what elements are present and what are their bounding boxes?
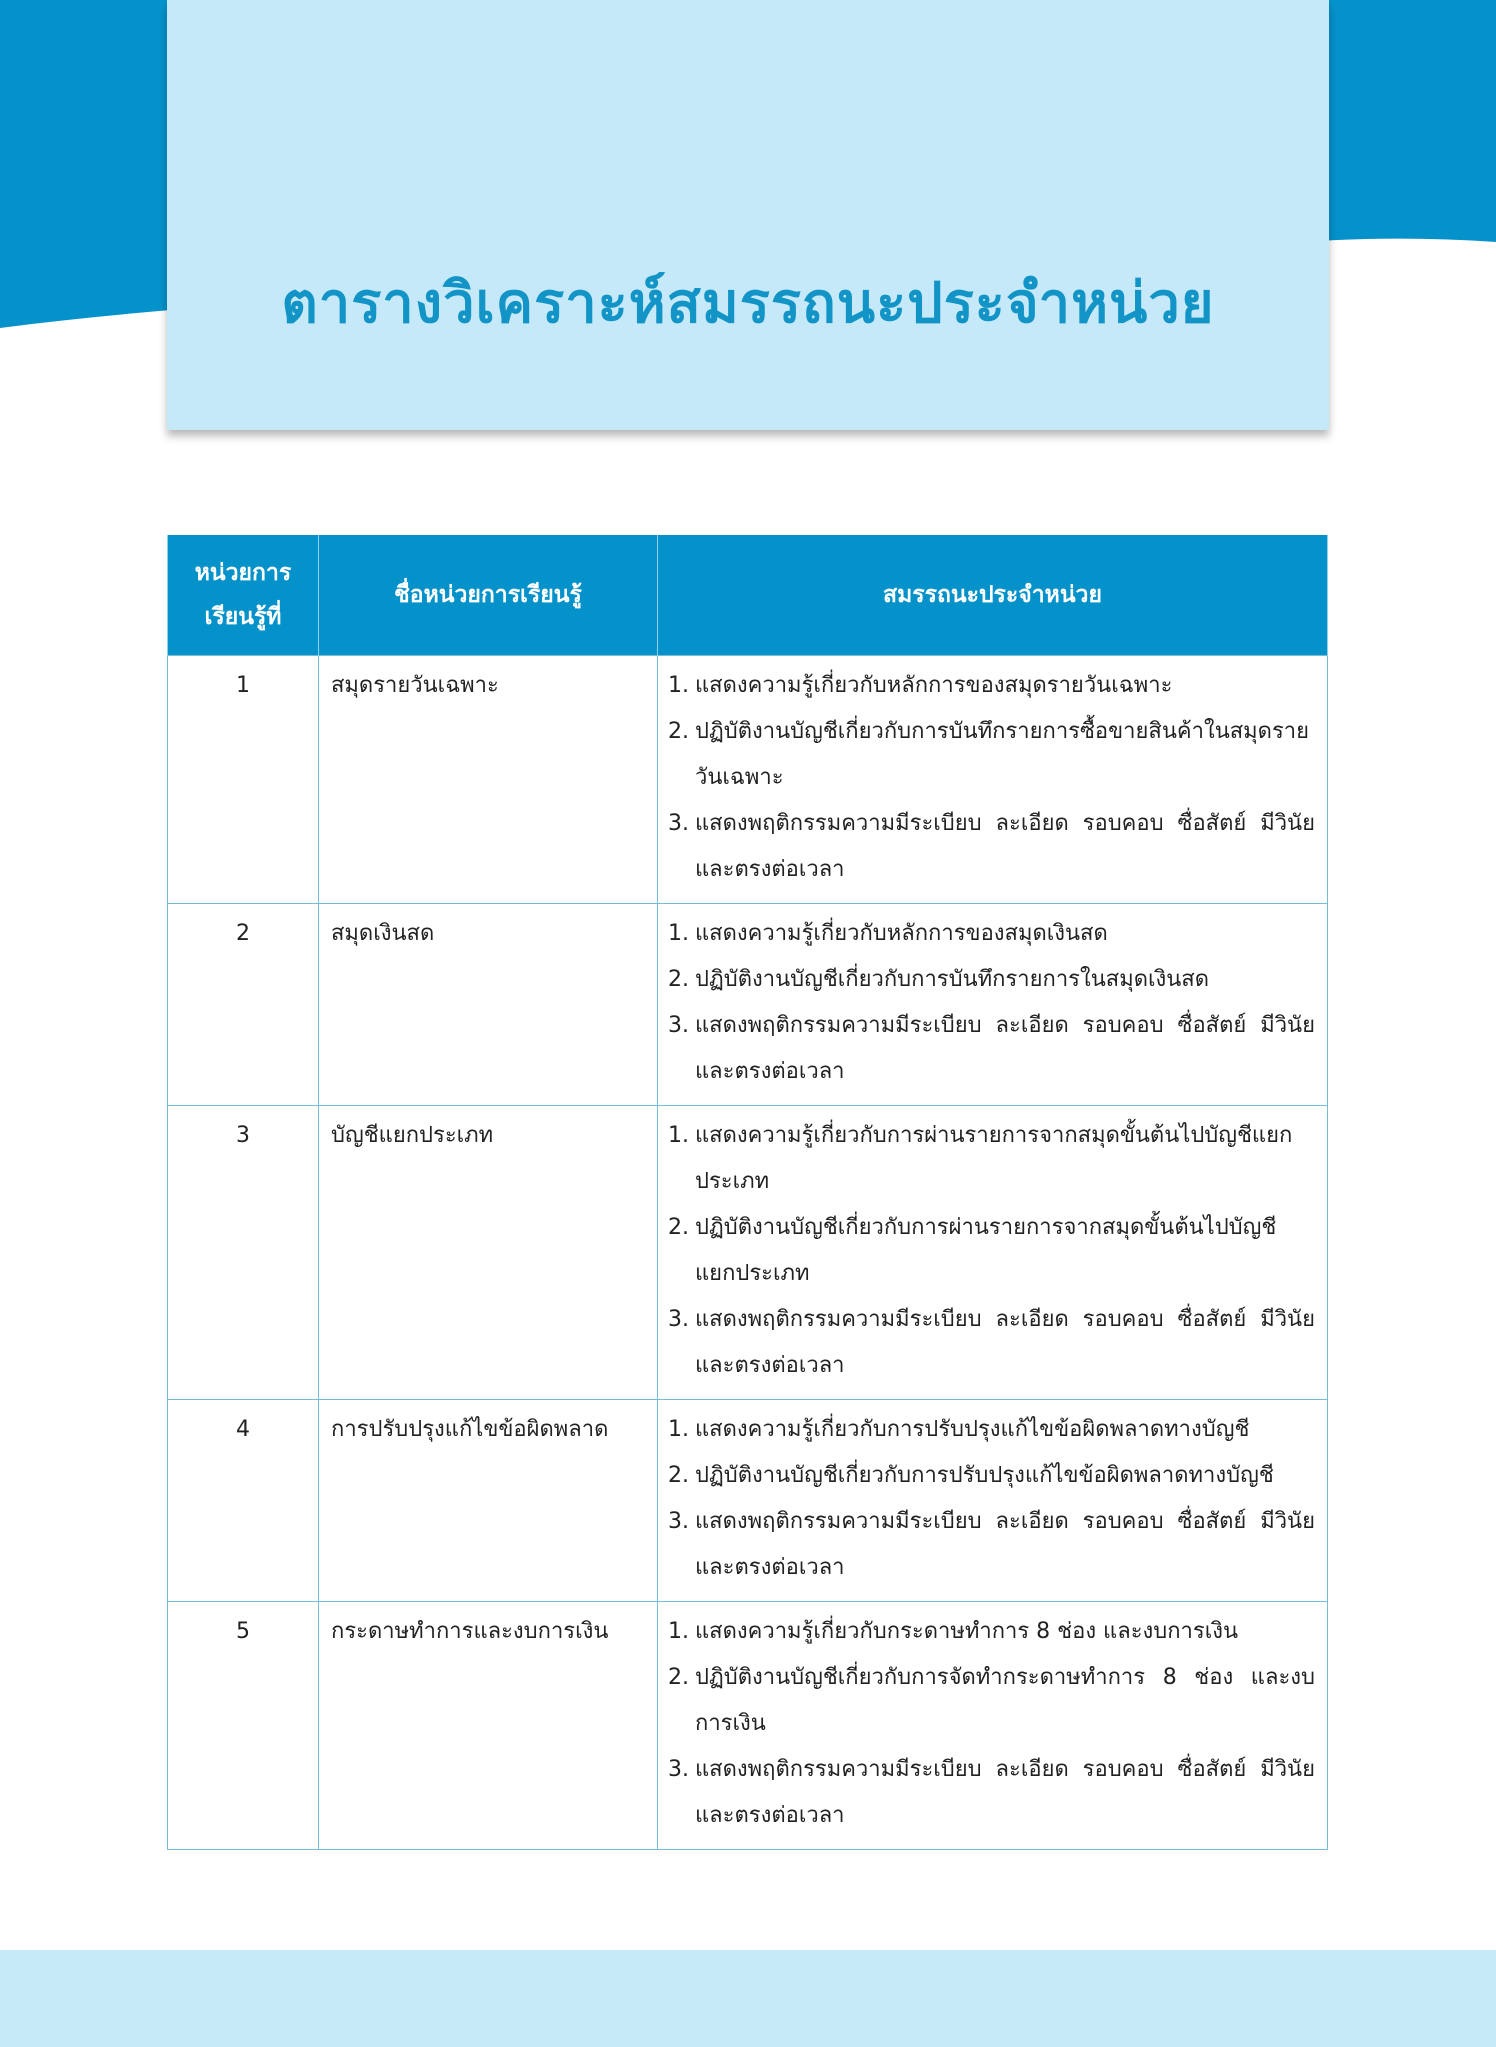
competency-item-text: แสดงพฤติกรรมความมีระเบียบ ละเอียด รอบคอบ ซื่อสัตย์ มีวินัยและตรงต่อเวลา [695, 1307, 1315, 1378]
competency-item-text: แสดงพฤติกรรมความมีระเบียบ ละเอียด รอบคอบ ซื่อสัตย์ มีวินัยและตรงต่อเวลา [695, 1509, 1315, 1580]
competency-item-number: 2. [668, 967, 689, 992]
competency-item-number: 1. [668, 1123, 689, 1148]
competency-cell [658, 1400, 1328, 1602]
footer-band [0, 1950, 1496, 2047]
competency-item [668, 1205, 1315, 1297]
competency-item [668, 709, 1315, 801]
competency-item-number: 3. [668, 1757, 689, 1782]
competency-cell [658, 656, 1328, 904]
competency-item-text: ปฏิบัติงานบัญชีเกี่ยวกับการปรับปรุงแก้ไขข้อผิดพลาดทางบัญชี [695, 1463, 1274, 1488]
competency-item [668, 801, 1315, 893]
header-unit-number [168, 535, 319, 656]
unit-name-cell: บัญชีแยกประเภท [319, 1106, 658, 1400]
table-row [168, 1400, 1328, 1602]
page-title: ตารางวิเคราะห์สมรรถนะประจำหน่วย [281, 271, 1215, 336]
table-row [168, 904, 1328, 1106]
competency-item [668, 663, 1315, 709]
competency-item-text: แสดงความรู้เกี่ยวกับหลักการของสมุดรายวันเฉพาะ [695, 673, 1173, 698]
competency-item-text: แสดงความรู้เกี่ยวกับกระดาษทำการ 8 ช่อง และงบการเงิน [695, 1619, 1239, 1644]
competency-item-text: แสดงความรู้เกี่ยวกับการปรับปรุงแก้ไขข้อผิดพลาดทางบัญชี [695, 1417, 1250, 1442]
competency-item-number: 1. [668, 1417, 689, 1442]
table-body [168, 656, 1328, 1850]
competency-item-number: 1. [668, 921, 689, 946]
title-banner [167, 0, 1329, 430]
competency-item-number: 3. [668, 811, 689, 836]
competency-item-text: แสดงพฤติกรรมความมีระเบียบ ละเอียด รอบคอบ ซื่อสัตย์ มีวินัยและตรงต่อเวลา [695, 1757, 1315, 1828]
competency-item [668, 1113, 1315, 1205]
competency-item-text: ปฏิบัติงานบัญชีเกี่ยวกับการบันทึกรายการในสมุดเงินสด [695, 967, 1210, 992]
competency-item-text: แสดงความรู้เกี่ยวกับหลักการของสมุดเงินสด [695, 921, 1108, 946]
competency-cell [658, 1602, 1328, 1850]
competency-item [668, 1499, 1315, 1591]
competency-item-text: ปฏิบัติงานบัญชีเกี่ยวกับการจัดทำกระดาษทำการ 8 ช่อง และงบการเงิน [695, 1665, 1315, 1736]
competency-cell [658, 1106, 1328, 1400]
competency-item [668, 911, 1315, 957]
competency-item-number: 3. [668, 1509, 689, 1534]
competency-item-text: แสดงความรู้เกี่ยวกับการผ่านรายการจากสมุดขั้นต้นไปบัญชีแยกประเภท [695, 1123, 1293, 1194]
competency-item-number: 2. [668, 1463, 689, 1488]
table-header-row [168, 535, 1328, 656]
header-unit-name: ชื่อหน่วยการเรียนรู้ [319, 535, 658, 656]
competency-item-number: 1. [668, 673, 689, 698]
competency-item [668, 1747, 1315, 1839]
competency-item-text: แสดงพฤติกรรมความมีระเบียบ ละเอียด รอบคอบ ซื่อสัตย์ มีวินัยและตรงต่อเวลา [695, 811, 1315, 882]
competency-item [668, 1003, 1315, 1095]
header-unit-number-line-1: หน่วยการ [194, 560, 292, 586]
unit-number-cell: 5 [168, 1602, 319, 1850]
competency-item [668, 1655, 1315, 1747]
competency-item [668, 1407, 1315, 1453]
competency-item-text: ปฏิบัติงานบัญชีเกี่ยวกับการผ่านรายการจากสมุดขั้นต้นไปบัญชีแยกประเภท [695, 1215, 1277, 1286]
competency-item-number: 1. [668, 1619, 689, 1644]
competency-item [668, 1609, 1315, 1655]
competency-item-number: 3. [668, 1013, 689, 1038]
competency-cell [658, 904, 1328, 1106]
competency-item-text: ปฏิบัติงานบัญชีเกี่ยวกับการบันทึกรายการซื้อขายสินค้าในสมุดรายวันเฉพาะ [695, 719, 1310, 790]
competency-item-number: 2. [668, 1215, 689, 1240]
unit-number-cell: 4 [168, 1400, 319, 1602]
unit-number-cell: 1 [168, 656, 319, 904]
unit-number-cell: 3 [168, 1106, 319, 1400]
competency-table-container [167, 535, 1327, 1850]
competency-item [668, 1297, 1315, 1389]
competency-item-number: 3. [668, 1307, 689, 1332]
competency-item-text: แสดงพฤติกรรมความมีระเบียบ ละเอียด รอบคอบ ซื่อสัตย์ มีวินัยและตรงต่อเวลา [695, 1013, 1315, 1084]
competency-item-number: 2. [668, 719, 689, 744]
table-header [168, 535, 1328, 656]
competency-item [668, 1453, 1315, 1499]
unit-name-cell: กระดาษทำการและงบการเงิน [319, 1602, 658, 1850]
header-competency: สมรรถนะประจำหน่วย [658, 535, 1328, 656]
competency-item-number: 2. [668, 1665, 689, 1690]
unit-name-cell: การปรับปรุงแก้ไขข้อผิดพลาด [319, 1400, 658, 1602]
unit-name-cell: สมุดเงินสด [319, 904, 658, 1106]
competency-table [167, 535, 1328, 1850]
table-row [168, 1106, 1328, 1400]
competency-item [668, 957, 1315, 1003]
table-row [168, 1602, 1328, 1850]
unit-name-cell: สมุดรายวันเฉพาะ [319, 656, 658, 904]
table-row [168, 656, 1328, 904]
unit-number-cell: 2 [168, 904, 319, 1106]
header-unit-number-line-2: เรียนรู้ที่ [204, 604, 282, 630]
